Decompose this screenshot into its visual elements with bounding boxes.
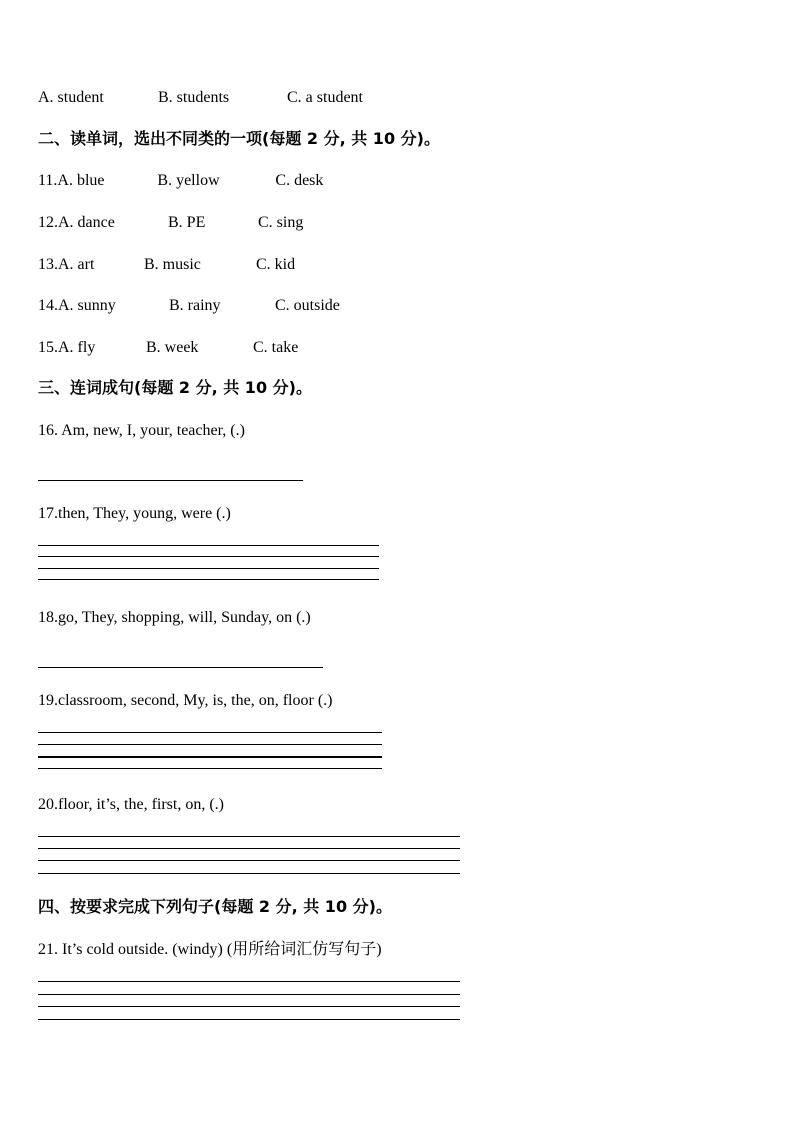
question-21: 21. It’s cold outside. (windy) (用所给词汇仿写句子): [38, 941, 382, 958]
option-b: B. rainy: [169, 297, 221, 314]
answer-line: [38, 545, 379, 546]
answer-line: [38, 1006, 460, 1007]
question-20: 20.floor, it’s, the, first, on, (.): [38, 796, 224, 813]
option-c: C. sing: [258, 214, 304, 231]
answer-line: [38, 480, 303, 481]
answer-line: [38, 768, 382, 769]
question-16: 16. Am, new, I, your, teacher, (.): [38, 422, 245, 439]
answer-line: [38, 579, 379, 580]
answer-line: [38, 756, 382, 758]
option-c: C. desk: [275, 172, 324, 189]
option-a: A. dance: [58, 214, 115, 231]
question-number: 15.: [38, 339, 58, 356]
option-b: B. PE: [168, 214, 206, 231]
option-a: A. student: [38, 89, 104, 106]
section-3-heading: 三、连词成句(每题 2 分, 共 10 分)。: [38, 378, 312, 397]
question-15: [38, 338, 298, 358]
option-c: C. take: [253, 339, 299, 356]
question-number: 12.: [38, 214, 58, 231]
answer-line: [38, 568, 379, 569]
answer-line: [38, 860, 460, 861]
question-number: 13.: [38, 256, 58, 273]
answer-line: [38, 994, 460, 995]
question-17: 17.then, They, young, were (.): [38, 505, 231, 522]
question-12: [38, 213, 303, 233]
answer-line: [38, 873, 460, 874]
answer-line: [38, 836, 460, 837]
section-2-heading: 二、读单词，选出不同类的一项(每题 2 分, 共 10 分)。: [38, 129, 440, 148]
question-number: 14.: [38, 297, 58, 314]
option-a: A. art: [58, 256, 95, 273]
option-c: C. kid: [256, 256, 296, 273]
answer-line: [38, 744, 382, 745]
question-13: [38, 255, 295, 275]
item-10-options: [38, 88, 363, 108]
option-c: C. outside: [275, 297, 340, 314]
section-4-heading: 四、按要求完成下列句子(每题 2 分, 共 10 分)。: [38, 897, 392, 916]
question-11: [38, 171, 323, 191]
answer-line: [38, 848, 460, 849]
answer-line: [38, 556, 379, 557]
question-18: 18.go, They, shopping, will, Sunday, on (.): [38, 609, 311, 626]
option-a: A. fly: [58, 339, 96, 356]
option-b: B. yellow: [157, 172, 220, 189]
question-19: 19.classroom, second, My, is, the, on, floor (.): [38, 692, 333, 709]
option-b: B. students: [158, 89, 230, 106]
question-number: 11.: [38, 172, 58, 189]
option-a: A. sunny: [58, 297, 116, 314]
option-b: B. music: [144, 256, 201, 273]
option-b: B. week: [146, 339, 199, 356]
option-c: C. a student: [287, 89, 363, 106]
answer-line: [38, 732, 382, 733]
answer-line: [38, 981, 460, 982]
option-a: A. blue: [57, 172, 105, 189]
answer-line: [38, 667, 323, 668]
question-14: [38, 296, 340, 316]
answer-line: [38, 1019, 460, 1020]
